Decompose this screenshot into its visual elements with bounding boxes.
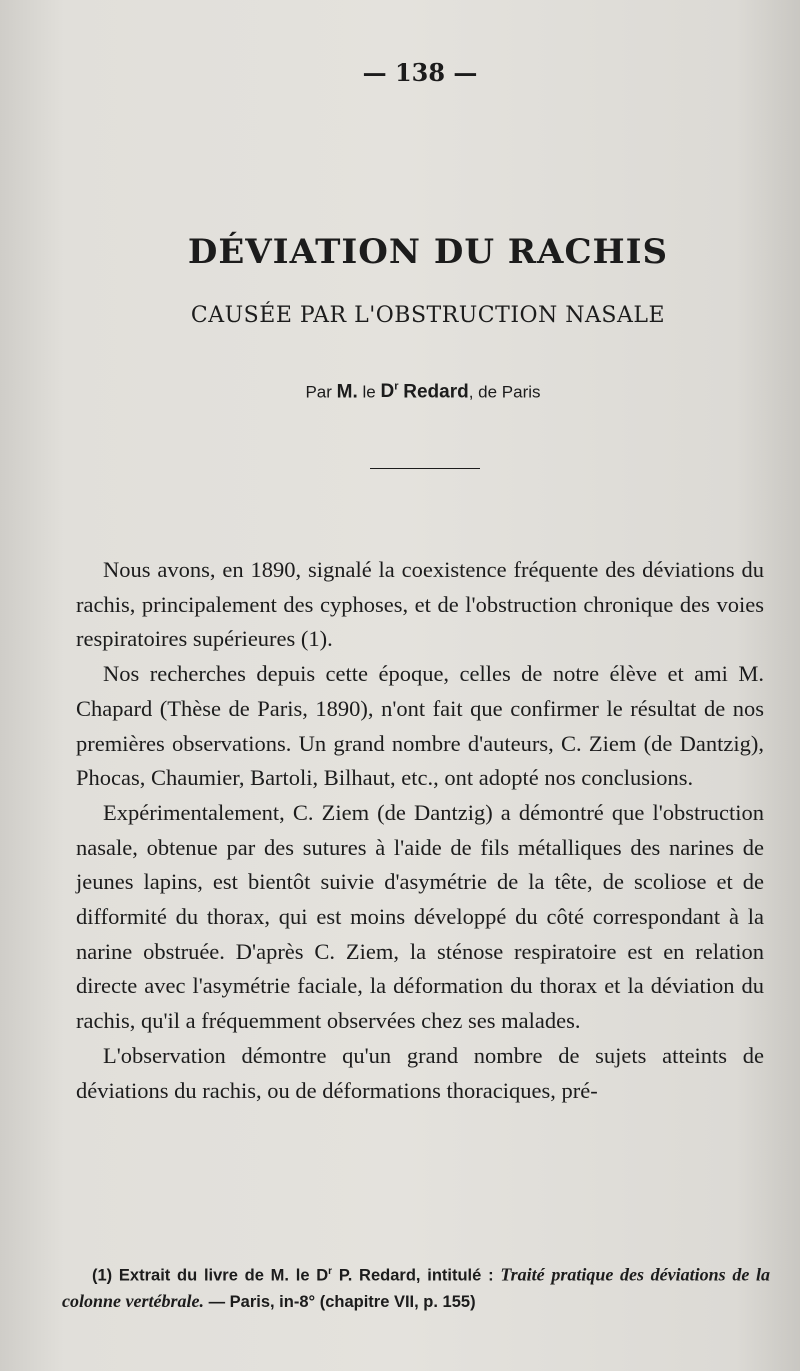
byline-m: M. bbox=[336, 381, 358, 403]
paragraph: Expérimentalement, C. Ziem (de Dantzig) a démontré que l'obstruction nasale, obtenue par des sutures à l'aide de fils métalliques des narines de jeunes lapins, est bientôt suivie d'asymétrie de la tête, de scoliose et de difformité du thorax, qui est moins développé du côté correspondant à la narine obstruée. D'après C. Ziem, la sténose respiratoire est en relation directe avec l'asymétrie faciale, la déformation du thorax et la déviation du rachis, qu'il a fréquemment observées chez ses malades. bbox=[76, 799, 764, 1034]
byline-dr bbox=[380, 381, 398, 402]
byline-dr-sup: r bbox=[394, 381, 399, 393]
article-title: DÉVIATION DU RACHIS bbox=[187, 232, 669, 272]
footnote-book-title: Traité pratique des déviations de la colonne vertébrale. bbox=[62, 1264, 770, 1311]
footnote bbox=[62, 1259, 770, 1315]
paragraph: Nous avons, en 1890, signalé la coexistence fréquente des déviations du rachis, principalement des cyphoses, et de l'obstruction chronique des voies respiratoires supérieures (1). bbox=[76, 557, 764, 652]
article-subtitle: CAUSÉE PAR L'OBSTRUCTION NASALE bbox=[190, 303, 666, 328]
author-place: , de Paris bbox=[468, 382, 541, 402]
page-number: — 138 — bbox=[362, 58, 478, 87]
byline-dr-text: D bbox=[380, 381, 395, 403]
footnote-middle: P. Redard, intitulé : bbox=[332, 1266, 501, 1285]
body-text bbox=[76, 553, 764, 1108]
byline-le: le bbox=[362, 382, 376, 402]
author-byline bbox=[0, 381, 800, 403]
footnote-suffix: — Paris, in-8° (chapitre VII, p. 155) bbox=[203, 1292, 476, 1311]
footnote-prefix: (1) Extrait du livre de M. le D bbox=[92, 1266, 329, 1285]
footnote-dr-sup: r bbox=[328, 1266, 333, 1277]
paragraph: Nos recherches depuis cette époque, celles de notre élève et ami M. Chapard (Thèse de Paris, 1890), n'ont fait que confirmer le résultat de nos premières observations. Un grand nombre d'auteurs, C. Ziem (de Dantzig), Phocas, Chaumier, Bartoli, Bilhaut, etc., ont adopté nos conclusions. bbox=[76, 661, 764, 791]
author-name: Redard bbox=[403, 381, 469, 403]
byline-par: Par bbox=[305, 382, 332, 402]
separator-rule bbox=[370, 468, 480, 469]
paragraph: L'observation démontre qu'un grand nombre de sujets atteints de déviations du rachis, ou de déformations thoraciques, pré- bbox=[76, 1042, 764, 1103]
